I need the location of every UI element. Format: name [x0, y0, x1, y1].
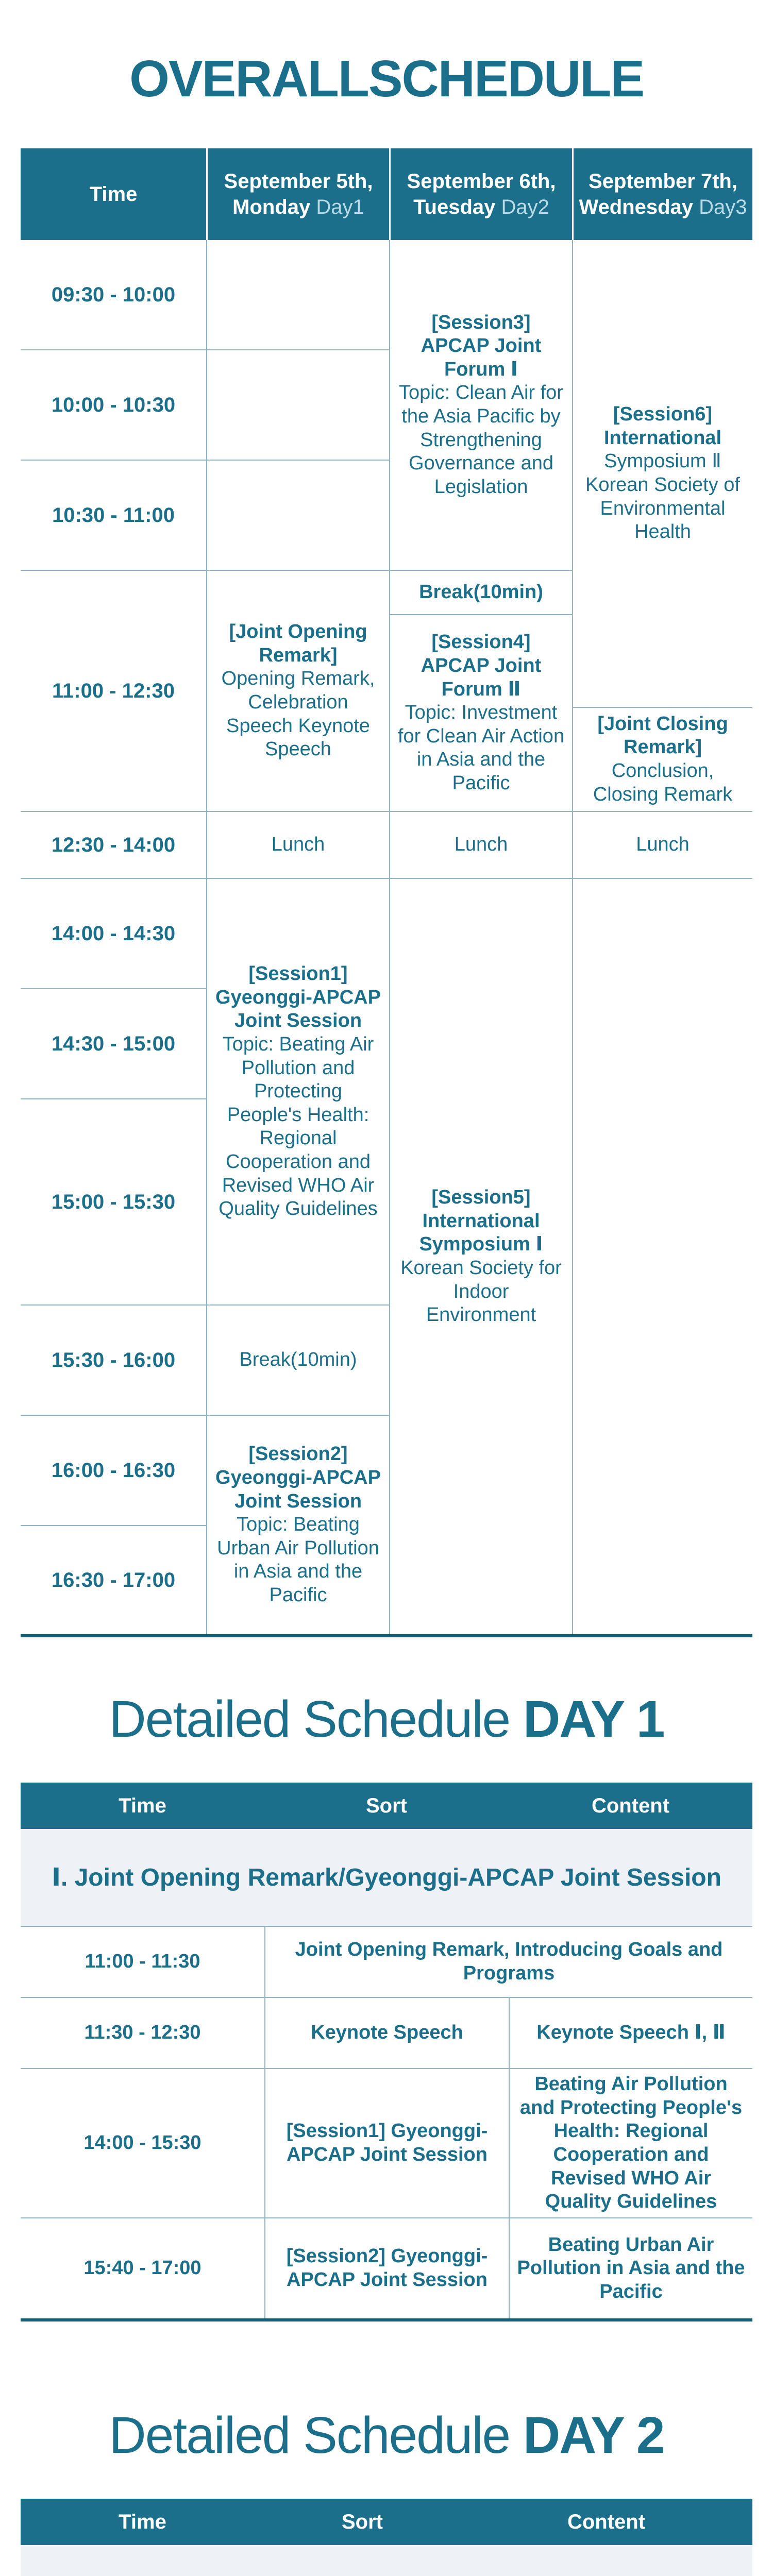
day1-row-sort: [Session1] Gyeonggi-APCAP Joint Session [264, 2069, 509, 2218]
header-day2-date: September 6th, Tuesday [407, 170, 556, 218]
session1-body: Topic: Beating Air Pollution and Protecting People's Health: Regional Cooperation and Revised WHO Air Quality Guidelines [219, 1033, 378, 1220]
header-day1-label: Day1 [316, 196, 364, 218]
time-slot: 10:30 - 11:00 [21, 461, 206, 571]
day2-break: Break(10min) [389, 571, 572, 615]
time-slot: 12:30 - 14:00 [21, 812, 206, 879]
time-slot: 10:00 - 10:30 [21, 350, 206, 461]
day1-empty-cell [206, 461, 389, 571]
day2-header-sort: Sort [264, 2499, 460, 2545]
header-day1 [206, 148, 389, 240]
day1-section-band: Ⅰ. Joint Opening Remark/Gyeonggi-APCAP Joint Session [21, 1829, 752, 1927]
session3-body: Topic: Clean Air for the Asia Pacific by Strengthening Governance and Legislation [399, 382, 563, 498]
day2-header-time: Time [21, 2499, 264, 2545]
day2-detail-table [21, 2499, 752, 2576]
joint-opening-body: Opening Remark, Celebration Speech Keynote Speech [221, 668, 375, 760]
day1-joint-opening-remark [206, 571, 389, 812]
day2-section-title [0, 2406, 773, 2465]
day1-session1 [206, 879, 389, 1306]
day1-row-sort: Keynote Speech [264, 1998, 509, 2069]
session2-body: Topic: Beating Urban Air Pollution in Asia and the Pacific [217, 1514, 379, 1606]
day1-break: Break(10min) [206, 1306, 389, 1416]
time-slot: 11:00 - 12:30 [21, 571, 206, 812]
day1-row-merged: Joint Opening Remark, Introducing Goals and Programs [264, 1927, 752, 1998]
header-day3-label: Day3 [699, 196, 747, 218]
day1-section-title [0, 1690, 773, 1749]
day1-row-time: 11:00 - 11:30 [21, 1927, 264, 1998]
header-day2-label: Day2 [501, 196, 549, 218]
joint-closing-body: Conclusion, Closing Remark [593, 760, 733, 805]
day2-title-day: DAY 2 [523, 2406, 664, 2464]
day1-title-day: DAY 1 [523, 1690, 664, 1748]
day1-row-content: Beating Air Pollution and Protecting People's Health: Regional Cooperation and Revised WHO Air Quality Guidelines [509, 2069, 752, 2218]
time-slot: 09:30 - 10:00 [21, 240, 206, 350]
session5-body: Korean Society for Indoor Environment [400, 1257, 562, 1326]
day3-lunch: Lunch [572, 812, 752, 879]
time-slot: 14:30 - 15:00 [21, 989, 206, 1099]
session1-title: [Session1] Gyeonggi-APCAP Joint Session [215, 963, 381, 1032]
day2-session5 [389, 879, 572, 1634]
day2-lunch: Lunch [389, 812, 572, 879]
day1-row-content: Beating Urban Air Pollution in Asia and the Pacific [509, 2218, 752, 2318]
day1-table-bottom-rule [21, 2318, 752, 2321]
joint-opening-title: [Joint Opening Remark] [229, 621, 367, 666]
time-slot: 16:00 - 16:30 [21, 1416, 206, 1526]
time-slot: 15:30 - 16:00 [21, 1306, 206, 1416]
day1-header-sort: Sort [264, 1783, 509, 1829]
header-day1-date: September 5th, Monday [224, 170, 373, 218]
day1-header-time: Time [21, 1783, 264, 1829]
time-slot: 14:00 - 14:30 [21, 879, 206, 989]
session6-title: [Session6] International [603, 403, 722, 449]
header-day2 [389, 148, 572, 240]
time-slot: 15:00 - 15:30 [21, 1099, 206, 1306]
day1-empty-cell [206, 350, 389, 461]
table-bottom-rule [21, 1634, 752, 1637]
day2-session4 [389, 615, 572, 812]
day1-title-prefix: Detailed Schedule [109, 1690, 510, 1748]
joint-closing-title: [Joint Closing Remark] [597, 713, 728, 758]
day1-lunch: Lunch [206, 812, 389, 879]
day1-session2 [206, 1416, 389, 1634]
day1-row-content: Keynote Speech Ⅰ, Ⅱ [509, 1998, 752, 2069]
day3-session6 [572, 240, 752, 708]
day2-header-content: Content [460, 2499, 752, 2545]
day2-session3 [389, 240, 572, 571]
day1-row-time: 11:30 - 12:30 [21, 1998, 264, 2069]
day1-row-sort: [Session2] Gyeonggi-APCAP Joint Session [264, 2218, 509, 2318]
session4-title: [Session4] APCAP Joint Forum Ⅱ [421, 631, 542, 700]
day1-empty-cell [206, 240, 389, 350]
day3-empty-cell [572, 879, 752, 1634]
day1-header-content: Content [509, 1783, 752, 1829]
day3-joint-closing-remark [572, 708, 752, 812]
day1-row-time: 15:40 - 17:00 [83, 2257, 201, 2279]
session4-body: Topic: Investment for Clean Air Action in Asia and the Pacific [397, 702, 565, 794]
session5-title: [Session5] International Symposium Ⅰ [419, 1187, 543, 1256]
header-time: Time [21, 148, 206, 240]
day2-section-band [21, 2545, 752, 2576]
header-day3 [572, 148, 752, 240]
day2-title-prefix: Detailed Schedule [109, 2406, 510, 2464]
page-title: OVERALLSCHEDULE [129, 50, 644, 108]
header-day3-date: September 7th, Wednesday [579, 170, 737, 218]
session6-body: Symposium Ⅱ Korean Society of Environmental Health [585, 450, 740, 543]
time-slot: 16:30 - 17:00 [51, 1568, 176, 1591]
session3-title: [Session3] APCAP Joint Forum Ⅰ [421, 311, 542, 380]
overall-schedule-table [21, 148, 752, 1637]
day1-detail-table [21, 1783, 752, 2354]
day1-row-time: 14:00 - 15:30 [21, 2069, 264, 2218]
session2-title: [Session2] Gyeonggi-APCAP Joint Session [215, 1443, 381, 1512]
